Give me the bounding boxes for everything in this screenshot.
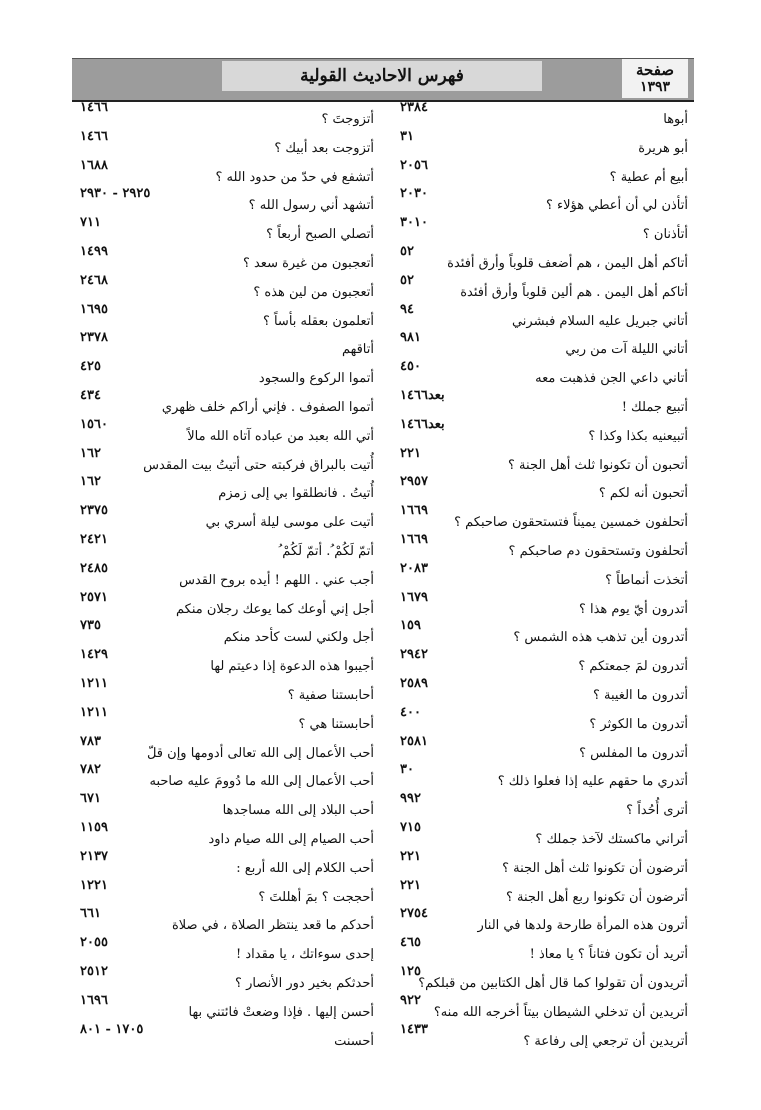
hadith-text: أحب الأعمال إلى الله تعالى أدومها وإن قلّ bbox=[146, 745, 374, 761]
index-entry bbox=[78, 762, 374, 791]
index-entry bbox=[78, 417, 374, 446]
index-entry bbox=[78, 273, 374, 302]
index-entry bbox=[78, 705, 374, 734]
hadith-number: ٣٠١٠ bbox=[400, 215, 428, 231]
index-entry bbox=[78, 446, 374, 475]
hadith-text: أتدرون لمَ جمعتكم ؟ bbox=[578, 659, 688, 675]
index-entry bbox=[386, 100, 688, 129]
hadith-number: ٢٥١٢ bbox=[80, 963, 108, 979]
index-entry bbox=[386, 676, 688, 705]
hadith-text: أُتيت بالبراق فركبته حتى أتيتُ بيت المقدس bbox=[143, 457, 374, 473]
hadith-number: ٤٣٤ bbox=[80, 387, 101, 403]
hadith-text: أترى أُحُداً ؟ bbox=[626, 803, 688, 819]
hadith-number: ٢٥٧١ bbox=[80, 589, 108, 605]
hadith-text: أترون هذه المرأة طارحة ولدها في النار bbox=[477, 918, 688, 934]
hadith-text: إحدى سوءاتك ، يا مقداد ! bbox=[236, 947, 374, 963]
hadith-number: ١٦٢ bbox=[80, 445, 101, 461]
hadith-number: ١٤٦٦ bbox=[80, 100, 108, 115]
hadith-number: ٧٨٢ bbox=[80, 762, 101, 778]
hadith-number: ٤٢٥ bbox=[80, 359, 101, 375]
index-entry bbox=[386, 244, 688, 273]
index-entry bbox=[78, 618, 374, 647]
index-entry bbox=[386, 129, 688, 158]
hadith-number: ٦٦١ bbox=[80, 906, 101, 922]
hadith-number: ١٤٢٩ bbox=[80, 647, 108, 663]
index-entry bbox=[386, 618, 688, 647]
hadith-text: أتاني الليلة آت من ربي bbox=[565, 342, 688, 358]
left-index-column bbox=[78, 100, 374, 1050]
hadith-number: ١٢٥ bbox=[400, 963, 421, 979]
index-entry bbox=[78, 906, 374, 935]
hadith-text: أحب الأعمال إلى الله ما دُوومَ عليه صاحبه bbox=[149, 774, 374, 790]
hadith-text: أتحلفون خمسين يميناً فتستحقون صاحبكم ؟ bbox=[454, 515, 688, 531]
hadith-text: أتاني جبريل عليه السلام فبشرني bbox=[511, 313, 688, 329]
hadith-number: ١٦٩٥ bbox=[80, 301, 108, 317]
hadith-text: أتعجبون من لين هذه ؟ bbox=[253, 284, 374, 300]
index-entry bbox=[386, 906, 688, 935]
index-entry bbox=[78, 734, 374, 763]
index-entry bbox=[78, 158, 374, 187]
hadith-number: ٢٥٨١ bbox=[400, 733, 428, 749]
hadith-number: ١٦٦٩ bbox=[400, 503, 428, 519]
hadith-number: ٢٢١ bbox=[400, 848, 421, 864]
index-entry bbox=[386, 330, 688, 359]
index-entry bbox=[78, 791, 374, 820]
hadith-number: ٢٩٥٧ bbox=[400, 474, 428, 490]
index-entry bbox=[386, 762, 688, 791]
index-entry bbox=[78, 129, 374, 158]
index-entry bbox=[78, 561, 374, 590]
hadith-text: أحدكم ما قعد ينتظر الصلاة ، في صلاة bbox=[171, 918, 374, 934]
index-entry bbox=[78, 388, 374, 417]
index-entry bbox=[78, 647, 374, 676]
hadith-text: أحب الصيام إلى الله صيام داود bbox=[208, 831, 374, 847]
index-entry bbox=[78, 503, 374, 532]
hadith-text: أتدرون ما المفلس ؟ bbox=[579, 745, 688, 761]
index-entry bbox=[78, 820, 374, 849]
hadith-number: ١٧٠٥ - ٨٠١ bbox=[80, 1021, 144, 1037]
hadith-text: أتريد أن تكون فتاناً ؟ يا معاذ ! bbox=[529, 947, 688, 963]
index-entry bbox=[386, 446, 688, 475]
hadith-number: ٢٩٤٢ bbox=[400, 647, 428, 663]
page-number-box bbox=[622, 59, 688, 98]
hadith-number: ٧١٥ bbox=[400, 819, 421, 835]
hadith-number: ٤٠٠ bbox=[400, 704, 421, 720]
hadith-number: ٥٢ bbox=[400, 272, 414, 288]
hadith-text: أحابستنا صفية ؟ bbox=[287, 687, 374, 703]
hadith-text: أتاني داعي الجن فذهبت معه bbox=[535, 371, 688, 387]
right-index-column bbox=[386, 100, 688, 1050]
hadith-text: أتعجبون من غيرة سعد ؟ bbox=[242, 255, 374, 271]
hadith-number: ٣٠ bbox=[400, 762, 414, 778]
hadith-text: أتريدين أن ترجعي إلى رفاعة ؟ bbox=[523, 1033, 688, 1049]
hadith-text: أتاقهم bbox=[341, 342, 374, 358]
hadith-number: ١٤٩٩ bbox=[80, 243, 108, 259]
hadith-number: ١٦٢ bbox=[80, 474, 101, 490]
hadith-text: أجيبوا هذه الدعوة إذا دعيتم لها bbox=[210, 659, 374, 675]
hadith-text: أتريدون أن تقولوا كما قال أهل الكتابين من قبلكم؟ bbox=[418, 975, 688, 991]
hadith-text: أبوها bbox=[663, 112, 688, 127]
index-entry bbox=[386, 388, 688, 417]
hadith-text: أتدرون ما الكوثر ؟ bbox=[589, 716, 688, 732]
hadith-text: أتشفع في حدّ من حدود الله ؟ bbox=[215, 169, 374, 185]
hadith-number: ١٦٩٦ bbox=[80, 992, 108, 1008]
index-entry bbox=[78, 100, 374, 129]
hadith-text: أتزوجت بعد أبيك ؟ bbox=[274, 140, 374, 156]
hadith-number: ٢٧٥٤ bbox=[400, 906, 428, 922]
index-entry bbox=[386, 215, 688, 244]
hadith-text: أحججت ؟ بمَ أهللتَ ؟ bbox=[258, 889, 374, 905]
hadith-number: ٢٢١ bbox=[400, 877, 421, 893]
hadith-text: أتعلمون بعقله بأساً ؟ bbox=[262, 313, 374, 329]
hadith-text: أحسنت bbox=[334, 1033, 374, 1049]
hadith-number: ٧١١ bbox=[80, 215, 101, 231]
hadith-number: ٢٠٥٦ bbox=[400, 157, 428, 173]
hadith-text: أتدرون أين تذهب هذه الشمس ؟ bbox=[513, 630, 688, 646]
index-entry bbox=[386, 561, 688, 590]
hadith-text: أتشهد أني رسول الله ؟ bbox=[248, 198, 374, 214]
hadith-number: ٦٧١ bbox=[80, 791, 101, 807]
index-entry bbox=[386, 273, 688, 302]
hadith-text: أتدرون ما الغيبة ؟ bbox=[592, 687, 688, 703]
hadith-text: أحب الكلام إلى الله أربع : bbox=[236, 860, 374, 876]
hadith-number: ٩٢٢ bbox=[400, 992, 421, 1008]
hadith-text: أتدري ما حقهم عليه إذا فعلوا ذلك ؟ bbox=[497, 774, 688, 790]
index-entry bbox=[386, 590, 688, 619]
hadith-number: ٢٣٨٤ bbox=[400, 100, 428, 115]
hadith-text: أتزوجتَ ؟ bbox=[321, 112, 374, 127]
hadith-number: ٢٠٨٣ bbox=[400, 560, 428, 576]
index-entry bbox=[386, 935, 688, 964]
hadith-text: أتبيع جملك ! bbox=[621, 399, 688, 415]
hadith-number: ١٢١١ bbox=[80, 675, 108, 691]
index-entry bbox=[78, 676, 374, 705]
index-entry bbox=[386, 302, 688, 331]
hadith-number: ٢٤٨٥ bbox=[80, 560, 108, 576]
hadith-text: أجل ولكني لست كأحد منكم bbox=[223, 630, 374, 646]
index-title: فهرس الاحاديث القولية bbox=[222, 61, 542, 91]
index-entry bbox=[78, 244, 374, 273]
hadith-number: ٢٢١ bbox=[400, 445, 421, 461]
hadith-text: أحدثكم بخير دور الأنصار ؟ bbox=[235, 975, 374, 991]
hadith-number: ١١٥٩ bbox=[80, 819, 108, 835]
hadith-number: ٢٩٢٥ - ٢٩٣٠ bbox=[80, 186, 151, 202]
page-header bbox=[72, 58, 694, 102]
hadith-text: أتحلفون وتستحقون دم صاحبكم ؟ bbox=[508, 543, 688, 559]
index-entry bbox=[386, 532, 688, 561]
hadith-number: ٤٥٠ bbox=[400, 359, 421, 375]
hadith-text: أتحبون أن تكونوا ثلث أهل الجنة ؟ bbox=[508, 457, 688, 473]
index-entry bbox=[78, 532, 374, 561]
index-entry bbox=[386, 849, 688, 878]
hadith-text: أتصلي الصبح أربعاً ؟ bbox=[266, 227, 374, 243]
index-entry bbox=[386, 964, 688, 993]
hadith-number: ٢٣٧٨ bbox=[80, 330, 108, 346]
hadith-number: ١٢١١ bbox=[80, 704, 108, 720]
hadith-number: ٩٤ bbox=[400, 301, 414, 317]
page-label: صفحة bbox=[635, 61, 675, 79]
hadith-text: أجل إني أوعك كما يوعك رجلان منكم bbox=[175, 601, 374, 617]
index-entry bbox=[78, 215, 374, 244]
hadith-number: ٢٤٦٨ bbox=[80, 272, 108, 288]
index-entry bbox=[78, 935, 374, 964]
hadith-number: ١٢٢١ bbox=[80, 877, 108, 893]
index-entry bbox=[386, 647, 688, 676]
hadith-text: أتاكم أهل اليمن ، هم أضعف قلوباً وأرق أفئدة bbox=[447, 255, 688, 271]
hadith-number: ١٦٧٩ bbox=[400, 589, 428, 605]
hadith-number: ١٤٣٣ bbox=[400, 1021, 428, 1037]
index-entry bbox=[386, 417, 688, 446]
hadith-text: أجب عني . اللهم ! أيده بروح القدس bbox=[179, 572, 374, 588]
hadith-number: ١٦٦٩ bbox=[400, 531, 428, 547]
hadith-text: أحابستنا هي ؟ bbox=[298, 716, 374, 732]
hadith-number: ١٥٩ bbox=[400, 618, 421, 634]
index-entry bbox=[78, 474, 374, 503]
index-entry bbox=[386, 503, 688, 532]
index-entry bbox=[386, 993, 688, 1022]
hadith-number: ١٤٦٦ bbox=[80, 128, 108, 144]
hadith-text: أتدرون أيّ يوم هذا ؟ bbox=[578, 601, 688, 617]
index-entry bbox=[386, 1022, 688, 1051]
hadith-number: ١٥٦٠ bbox=[80, 416, 108, 432]
hadith-text: أبيع أم عطية ؟ bbox=[609, 169, 688, 185]
page-number: ١٣٩٣ bbox=[639, 79, 671, 95]
hadith-number: ٧٨٣ bbox=[80, 733, 101, 749]
hadith-number: ٢٠٣٠ bbox=[400, 186, 428, 202]
hadith-text: أتبيعنيه بكذا وكذا ؟ bbox=[588, 428, 688, 444]
index-entry bbox=[78, 964, 374, 993]
hadith-number: بعد١٤٦٦ bbox=[400, 416, 445, 432]
hadith-text: أتخذت أنماطاً ؟ bbox=[605, 572, 688, 588]
hadith-text: أتأذن لي أن أعطي هؤلاء ؟ bbox=[545, 198, 688, 214]
hadith-number: ٣١ bbox=[400, 128, 414, 144]
hadith-number: ٧٣٥ bbox=[80, 618, 101, 634]
index-entry bbox=[78, 302, 374, 331]
index-entry bbox=[386, 359, 688, 388]
hadith-number: ٩٩٢ bbox=[400, 791, 421, 807]
hadith-text: أتاكم أهل اليمن . هم ألين قلوباً وأرق أفئدة bbox=[460, 284, 688, 300]
hadith-number: ٢٠٥٥ bbox=[80, 935, 108, 951]
index-entry bbox=[386, 186, 688, 215]
hadith-text: أُتيتُ . فانطلقوا بي إلى زمزم bbox=[218, 486, 374, 502]
index-entry bbox=[386, 791, 688, 820]
hadith-text: أتيت على موسى ليلة أسري بي bbox=[205, 515, 374, 531]
hadith-text: أترضون أن تكونوا ربع أهل الجنة ؟ bbox=[506, 889, 688, 905]
index-entry bbox=[78, 849, 374, 878]
hadith-text: أحسن إليها . فإذا وضعتْ فائتني بها bbox=[188, 1004, 374, 1020]
hadith-number: ١٦٨٨ bbox=[80, 157, 108, 173]
hadith-text: أتأذنان ؟ bbox=[642, 227, 688, 243]
index-entry bbox=[78, 330, 374, 359]
hadith-number: ٤٦٥ bbox=[400, 935, 421, 951]
hadith-text: أتريدين أن تدخلي الشيطان بيتاً أخرجه الله منه؟ bbox=[433, 1004, 688, 1020]
index-entry bbox=[386, 734, 688, 763]
hadith-text: أترضون أن تكونوا ثلث أهل الجنة ؟ bbox=[502, 860, 688, 876]
index-entry bbox=[386, 158, 688, 187]
hadith-number: ٢٤٢١ bbox=[80, 531, 108, 547]
hadith-text: أتي الله بعبد من عباده آتاه الله مالاً bbox=[187, 428, 374, 444]
index-entry bbox=[78, 878, 374, 907]
hadith-text: أبو هريرة bbox=[638, 140, 688, 156]
index-entry bbox=[78, 186, 374, 215]
hadith-text: أتموا الصفوف . فإني أراكم خلف ظهري bbox=[161, 399, 374, 415]
index-entry bbox=[386, 705, 688, 734]
hadith-text: أتموا الركوع والسجود bbox=[258, 371, 374, 387]
hadith-number: ٩٨١ bbox=[400, 330, 421, 346]
hadith-text: أحب البلاد إلى الله مساجدها bbox=[222, 803, 374, 819]
index-entry bbox=[386, 878, 688, 907]
hadith-number: ٥٢ bbox=[400, 243, 414, 259]
hadith-number: بعد١٤٦٦ bbox=[400, 387, 445, 403]
hadith-number: ٢١٣٧ bbox=[80, 848, 108, 864]
hadith-number: ٢٥٨٩ bbox=[400, 675, 428, 691]
hadith-text: أتراني ماكستك لآخذ جملك ؟ bbox=[535, 831, 688, 847]
index-entry bbox=[78, 590, 374, 619]
hadith-text: أتمّ لَكُمْ ُ. أتمّ لَكُمْ ُ bbox=[278, 543, 374, 559]
index-entry bbox=[386, 474, 688, 503]
hadith-number: ٢٣٧٥ bbox=[80, 503, 108, 519]
index-entry bbox=[386, 820, 688, 849]
index-entry bbox=[78, 1022, 374, 1051]
hadith-text: أتحبون أنه لكم ؟ bbox=[598, 486, 688, 502]
index-entry bbox=[78, 359, 374, 388]
index-entry bbox=[78, 993, 374, 1022]
